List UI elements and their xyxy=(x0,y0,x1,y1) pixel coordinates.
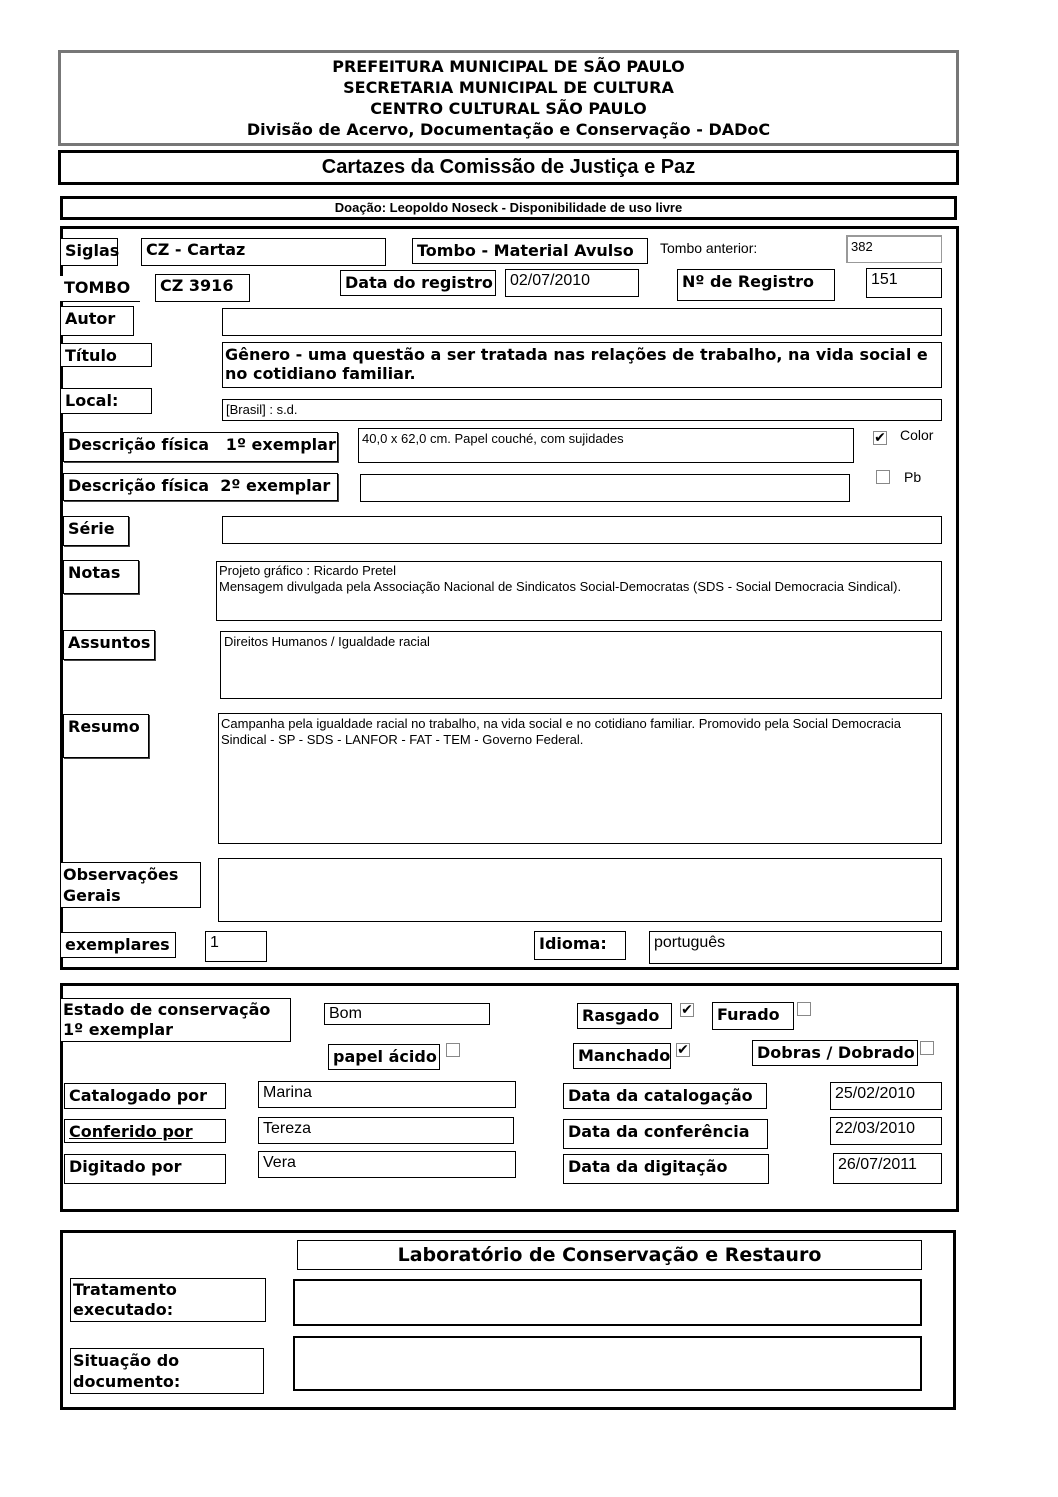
tombo-field[interactable]: CZ 3916 xyxy=(155,274,250,302)
estado-conservacao-field[interactable]: Bom xyxy=(324,1003,490,1025)
header-line-4: Divisão de Acervo, Documentação e Conservação - DADoC xyxy=(246,120,771,139)
catalogado-label: Catalogado por xyxy=(64,1083,226,1109)
donation-banner xyxy=(60,196,957,220)
pb-label: Pb xyxy=(904,469,922,485)
notas-line-1: Projeto gráfico : Ricardo Pretel xyxy=(219,563,397,578)
catalogado-field[interactable]: Marina xyxy=(258,1081,516,1108)
data-digitacao-field[interactable]: 26/07/2011 xyxy=(833,1153,942,1184)
siglas-label: Siglas xyxy=(60,238,118,266)
data-registro-field[interactable]: 02/07/2010 xyxy=(505,269,639,297)
assuntos-field[interactable]: Direitos Humanos / Igualdade racial xyxy=(220,631,942,699)
collection-title-text: Cartazes da Comissão de Justiça e Paz xyxy=(321,156,696,178)
situacao-field[interactable] xyxy=(293,1336,922,1391)
tratamento-field[interactable] xyxy=(293,1279,922,1326)
idioma-label: Idioma: xyxy=(534,931,626,960)
furado-checkbox[interactable] xyxy=(797,1002,811,1016)
digitado-field[interactable]: Vera xyxy=(258,1151,516,1178)
autor-label: Autor xyxy=(60,306,134,336)
idioma-field[interactable]: português xyxy=(649,931,942,964)
desc1-field[interactable]: 40,0 x 62,0 cm. Papel couché, com sujidades xyxy=(358,428,854,463)
tratamento-label-line-2: executado: xyxy=(73,1300,174,1319)
header-line-2: SECRETARIA MUNICIPAL DE CULTURA xyxy=(343,78,674,97)
situacao-label xyxy=(70,1348,264,1394)
observacoes-label xyxy=(60,862,201,908)
titulo-field[interactable]: Gênero - uma questão a ser tratada nas relações de trabalho, na vida social e no cotidiano familiar. xyxy=(222,342,942,388)
local-label: Local: xyxy=(60,388,152,414)
pb-checkbox[interactable] xyxy=(876,470,890,484)
num-registro-field[interactable]: 151 xyxy=(866,268,942,298)
lab-title-text: Laboratório de Conservação e Restauro xyxy=(397,1244,822,1266)
digitado-label: Digitado por xyxy=(64,1154,226,1184)
rasgado-label: Rasgado xyxy=(577,1003,672,1029)
conferido-label: Conferido por xyxy=(64,1119,226,1143)
siglas-field[interactable]: CZ - Cartaz xyxy=(141,238,386,266)
data-conferencia-label: Data da conferência xyxy=(563,1119,768,1149)
resumo-label: Resumo xyxy=(63,714,149,758)
color-label: Color xyxy=(900,427,934,443)
tombo-anterior-field[interactable]: 382 xyxy=(846,235,942,263)
resumo-field[interactable]: Campanha pela igualdade racial no trabalho, na vida social e no cotidiano familiar. Promovido pela Social Democracia Sindical - SP - SDS - LANFOR - FAT - TEM - Governo Federal. xyxy=(218,713,942,844)
papel-acido-label: papel ácido xyxy=(328,1044,440,1070)
desc2-field[interactable] xyxy=(360,474,850,502)
exemplares-field[interactable]: 1 xyxy=(205,931,267,962)
tombo-anterior-label: Tombo anterior: xyxy=(660,240,758,256)
serie-field[interactable] xyxy=(222,516,942,544)
data-catalogacao-label: Data da catalogação xyxy=(563,1083,767,1109)
dobras-checkbox[interactable] xyxy=(920,1041,934,1055)
data-catalogacao-field[interactable]: 25/02/2010 xyxy=(830,1082,942,1110)
titulo-label: Título xyxy=(60,343,152,367)
dobras-label: Dobras / Dobrado xyxy=(752,1040,918,1066)
tratamento-label-line-1: Tratamento xyxy=(73,1280,177,1299)
papel-acido-checkbox[interactable] xyxy=(446,1043,460,1057)
conferido-field[interactable]: Tereza xyxy=(258,1117,514,1144)
tratamento-label xyxy=(70,1278,266,1322)
rasgado-checkbox[interactable]: ✔ xyxy=(681,1002,693,1018)
data-conferencia-field[interactable]: 22/03/2010 xyxy=(830,1117,942,1145)
observacoes-field[interactable] xyxy=(218,858,942,922)
observacoes-label-line-2: Gerais xyxy=(63,886,121,905)
institution-header xyxy=(58,50,959,146)
desc1-label: Descrição física 1º exemplar xyxy=(63,432,338,462)
notas-field[interactable] xyxy=(216,561,942,621)
estado-conservacao-label xyxy=(60,998,291,1042)
notas-line-2: Mensagem divulgada pela Associação Nacional de Sindicatos Social-Democratas (SDS - Social Democracia Sindical). xyxy=(219,579,902,594)
manchado-label: Manchado xyxy=(573,1043,671,1069)
exemplares-label: exemplares xyxy=(60,932,176,958)
local-field[interactable]: [Brasil] : s.d. xyxy=(222,399,942,421)
situacao-label-line-1: Situação do xyxy=(73,1351,180,1370)
autor-field[interactable] xyxy=(222,308,942,336)
header-line-3: CENTRO CULTURAL SÃO PAULO xyxy=(370,99,647,118)
data-digitacao-label: Data da digitação xyxy=(563,1154,769,1184)
situacao-label-line-2: documento: xyxy=(73,1372,181,1391)
desc2-label: Descrição física 2º exemplar xyxy=(63,473,338,501)
notas-label: Notas xyxy=(63,560,139,594)
serie-label: Série xyxy=(63,516,129,546)
data-registro-label: Data do registro xyxy=(340,270,496,296)
estado-label-line-1: Estado de conservação xyxy=(63,1000,271,1019)
estado-label-line-2: 1º exemplar xyxy=(63,1020,174,1039)
num-registro-label: Nº de Registro xyxy=(677,269,835,301)
assuntos-label: Assuntos xyxy=(63,630,155,660)
color-checkbox[interactable]: ✔ xyxy=(874,430,886,446)
collection-title xyxy=(58,150,959,185)
donation-text: Doação: Leopoldo Noseck - Disponibilidade de uso livre xyxy=(334,200,683,215)
tombo-type-label: Tombo - Material Avulso xyxy=(412,238,648,264)
manchado-checkbox[interactable]: ✔ xyxy=(677,1042,689,1058)
lab-title xyxy=(297,1240,922,1270)
tombo-label: TOMBO xyxy=(60,276,140,302)
furado-label: Furado xyxy=(712,1002,794,1030)
observacoes-label-line-1: Observações xyxy=(63,865,179,884)
header-line-1: PREFEITURA MUNICIPAL DE SÃO PAULO xyxy=(332,57,685,76)
